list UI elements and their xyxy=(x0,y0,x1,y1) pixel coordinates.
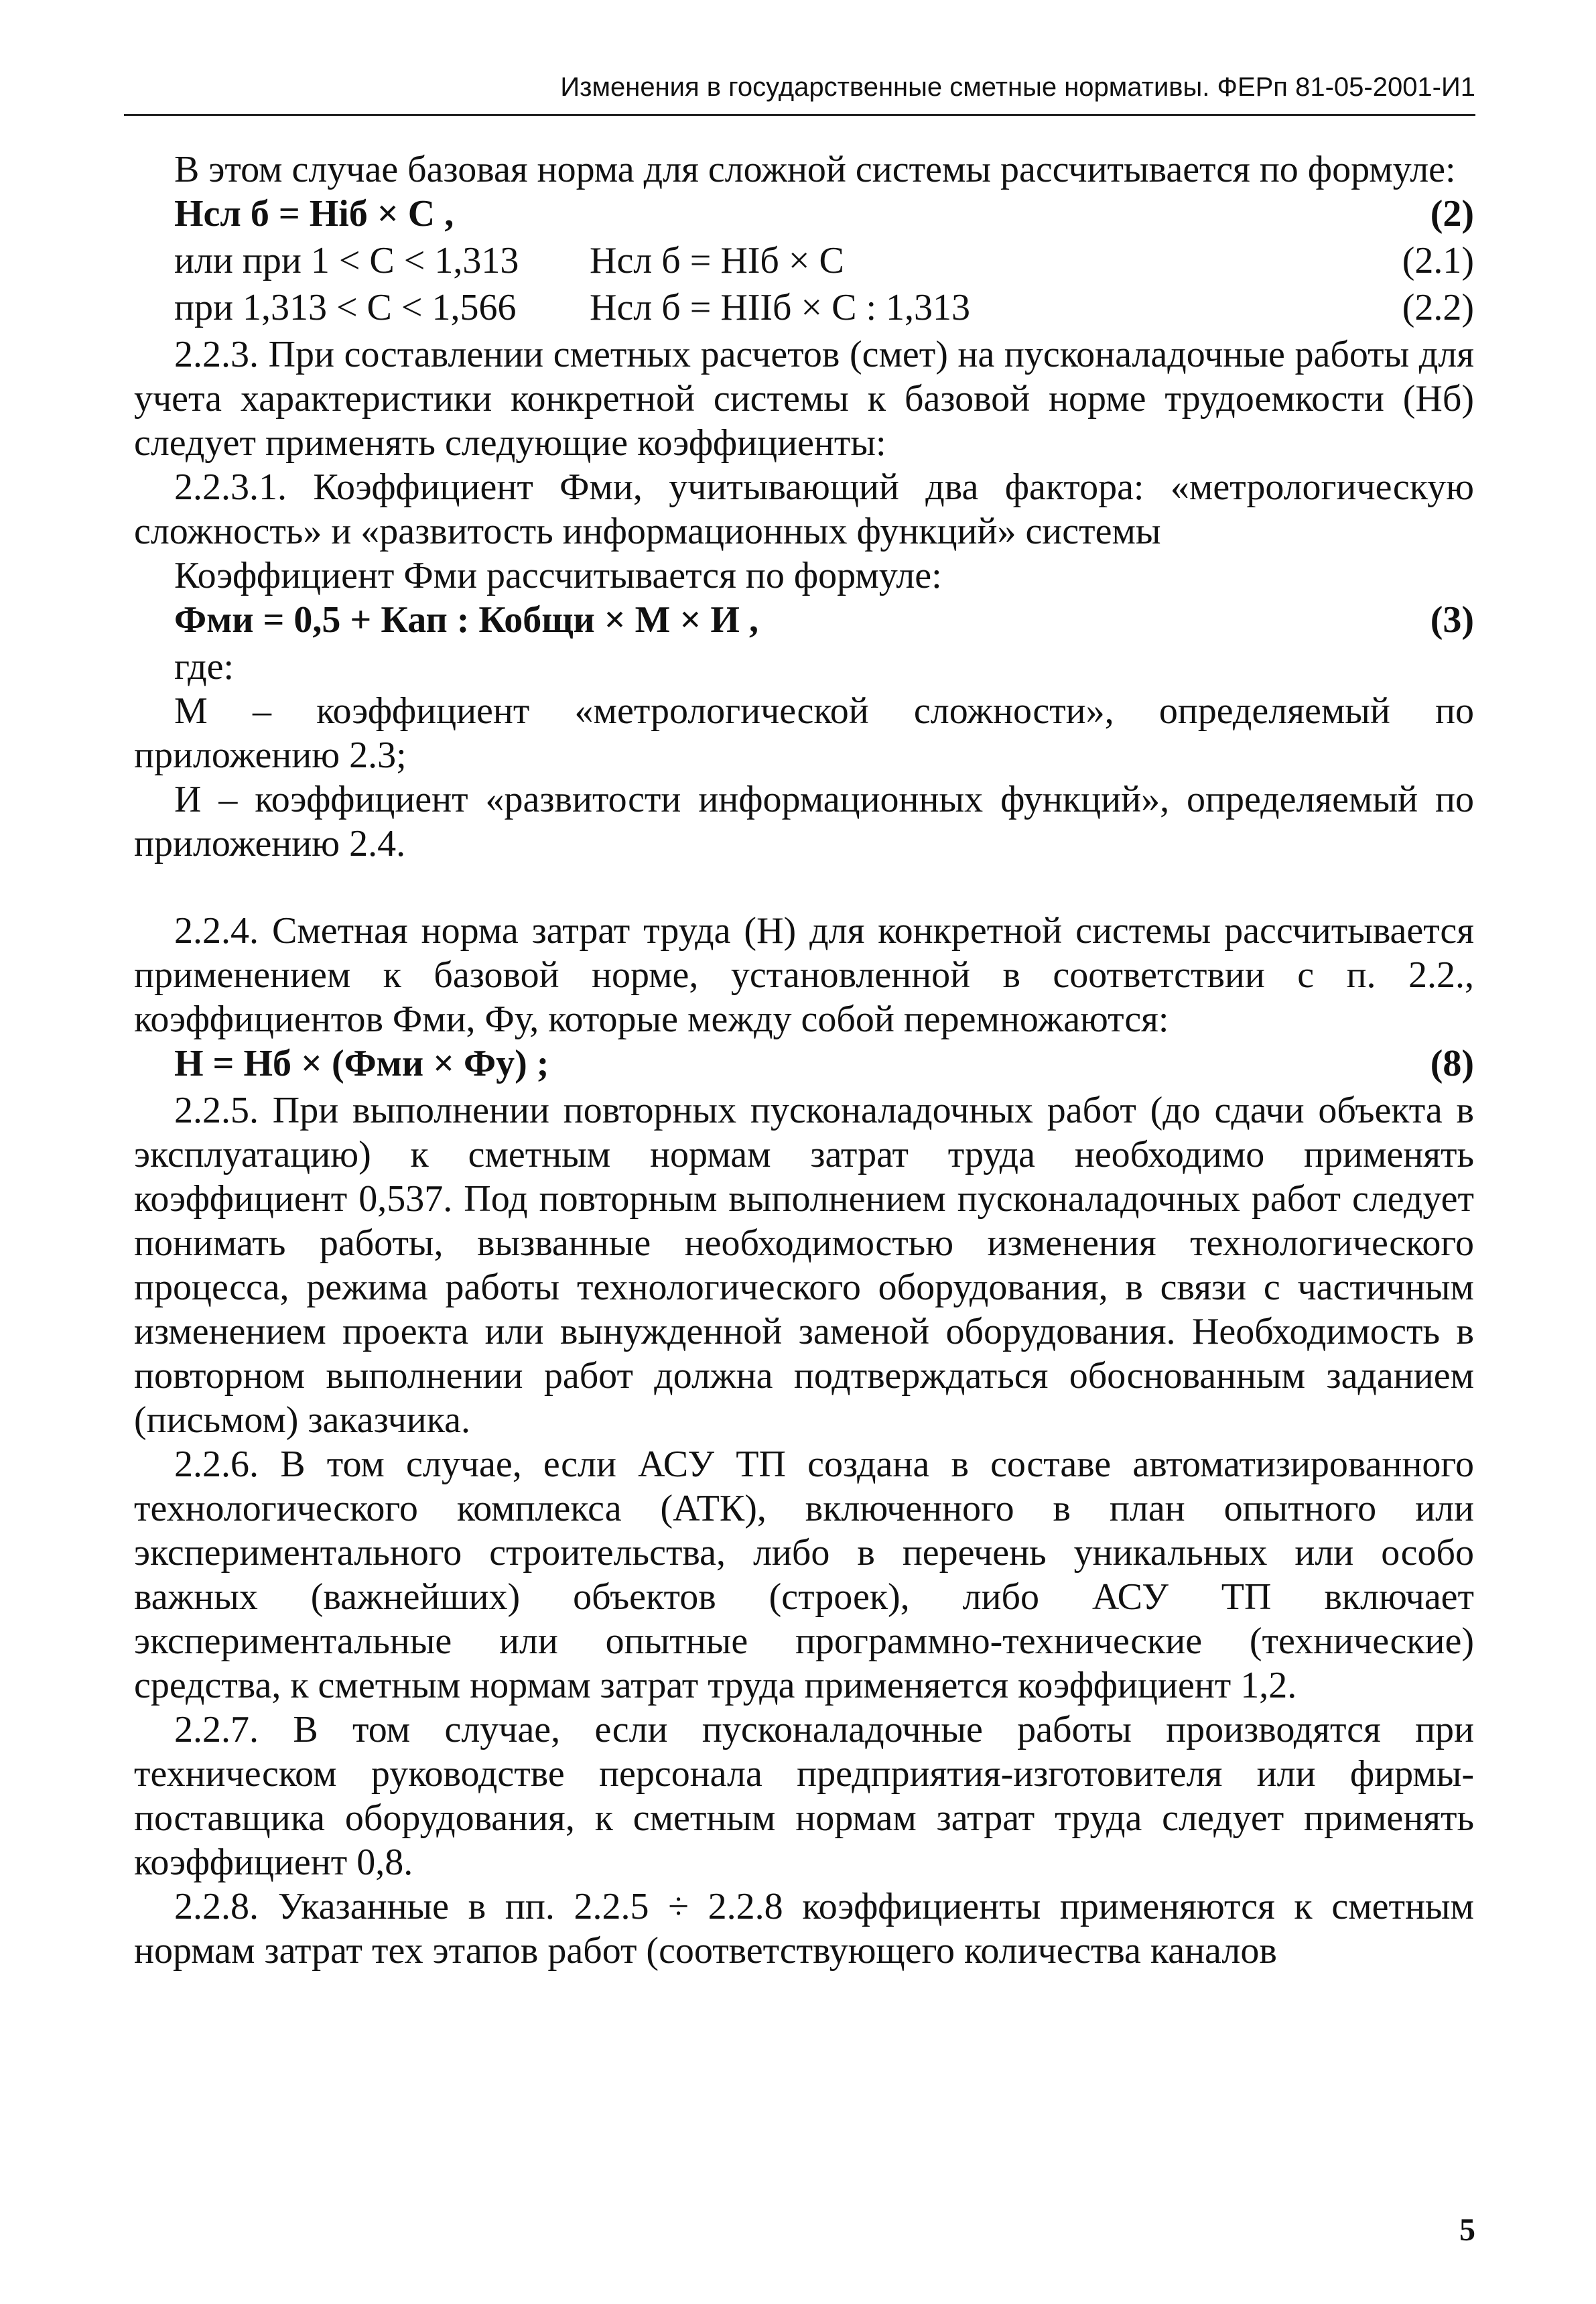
paragraph-2-2-4: 2.2.4. Сметная норма затрат труда (Н) для конкретной системы рассчитывается применением к базовой норме, установленной в соответствии с п. 2.2., коэффициентов Фми, Фу, которые между собой перемножаются: xyxy=(134,910,1474,1040)
paragraph-2-2-3-1: 2.2.3.1. Коэффициент Фми, учитывающий два фактора: «метрологическую сложность» и «развитость информационных функций» системы xyxy=(134,466,1474,552)
definition-m: М – коэффициент «метрологической сложности», определяемый по приложению 2.3; xyxy=(134,690,1474,776)
definition-i: И – коэффициент «развитости информационных функций», определяемый по приложению 2.4. xyxy=(134,779,1474,865)
header-rule xyxy=(124,114,1475,116)
running-header: Изменения в государственные сметные нормативы. ФЕРп 81-05-2001-И1 xyxy=(560,72,1475,102)
formula-8: Н = Нб × (Фми × Фу) ; (8) xyxy=(174,1043,1474,1084)
formula-2: Нсл б = Нiб × С , (2) xyxy=(174,193,1474,235)
formula-2-2: при 1,313 < С < 1,566 Нсл б = НIIб × С : 1,313 (2.2) xyxy=(174,287,1474,328)
formula-3: Фми = 0,5 + Кап : Кобщи × М × И , (3) xyxy=(174,599,1474,641)
paragraph-coefficient: Коэффициент Фми рассчитывается по формуле: xyxy=(174,555,942,596)
page-number: 5 xyxy=(1459,2212,1475,2248)
paragraph-2-2-5: 2.2.5. При выполнении повторных пусконаладочных работ (до сдачи объекта в эксплуатацию) к сметным нормам затрат труда необходимо применять коэффициент 0,537. Под повторным выполнением пусконаладочных работ следует понимать работы, вызванные необходимостью изменения технологического процесса, режима работы технологического оборудования, в связи с частичным изменением проекта или вынужденной заменой оборудования. Необходимость в повторном выполнении работ должна подтверждаться обоснованным заданием (письмом) заказчика. xyxy=(134,1090,1474,1441)
page-body xyxy=(134,147,1474,1973)
paragraph-2-2-7: 2.2.7. В том случае, если пусконаладочные работы производятся при техническом руководстве персонала предприятия-изготовителя или фирмы-поставщика оборудования, к сметным нормам затрат труда следует применять коэффициент 0,8. xyxy=(134,1709,1474,1883)
spacer xyxy=(134,866,1474,909)
paragraph-2-2-8: 2.2.8. Указанные в пп. 2.2.5 ÷ 2.2.8 коэффициенты применяются к сметным нормам затрат тех этапов работ (соответствующего количества каналов xyxy=(134,1886,1474,1972)
paragraph-2-2-3: 2.2.3. При составлении сметных расчетов (смет) на пусконаладочные работы для учета характеристики конкретной системы к базовой норме трудоемкости (Нб) следует применять следующие коэффициенты: xyxy=(134,334,1474,464)
paragraph-intro: В этом случае базовая норма для сложной системы рассчитывается по формуле: xyxy=(174,149,1456,190)
formula-2-1: или при 1 < С < 1,313 Нсл б = НIб × С (2.1) xyxy=(174,240,1474,281)
paragraph-where: где: xyxy=(174,646,235,688)
paragraph-2-2-6: 2.2.6. В том случае, если АСУ ТП создана в составе автоматизированного технологического комплекса (АТК), включенного в план опытного или экспериментального строительства, либо в перечень уникальных или особо важных (важнейших) объектов (строек), либо АСУ ТП включает экспериментальные или опытные программно-технические (технические) средства, к сметным нормам затрат труда применяется коэффициент 1,2. xyxy=(134,1444,1474,1706)
